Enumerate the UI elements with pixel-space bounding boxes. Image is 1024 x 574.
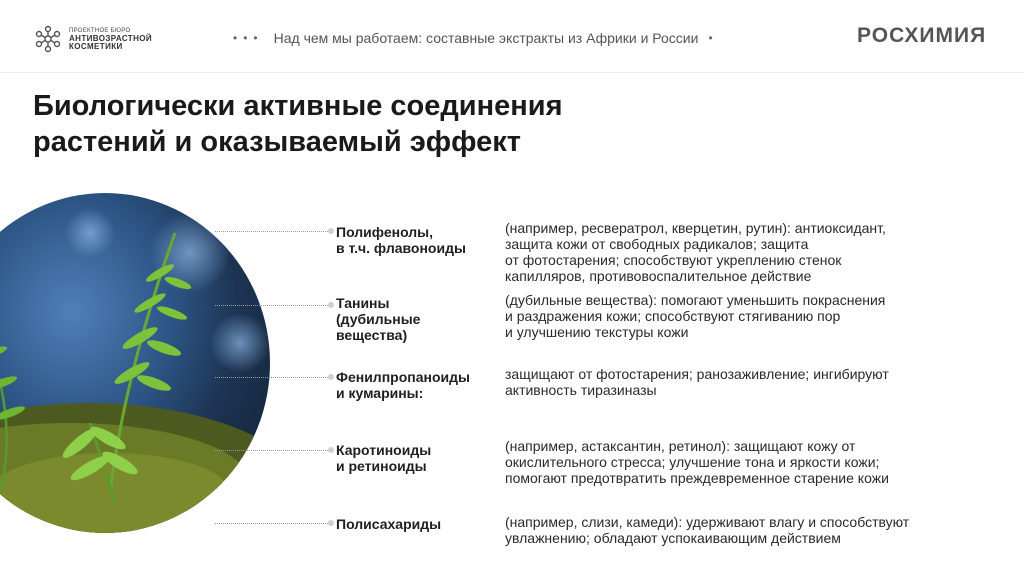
bureau-logo <box>33 24 152 54</box>
title-line1: Биологически активные соединения <box>33 90 563 122</box>
desc-line: (например, слизи, камеди): удерживают влагу и способствуют <box>505 514 910 530</box>
slide-header <box>0 0 1024 72</box>
compound-label <box>336 369 501 401</box>
desc-line: (например, ресвератрол, кверцетин, рутин): антиоксидант, <box>505 220 886 236</box>
brand-logo: РОСХИМИЯ <box>857 24 987 47</box>
label-line: Каротиноиды <box>336 442 432 458</box>
compound-description <box>505 366 995 398</box>
compound-description <box>505 438 995 486</box>
desc-line: (например, астаксантин, ретинол): защищают кожу от <box>505 438 856 454</box>
title-line2: растений и оказываемый эффект <box>33 126 521 158</box>
nav-dot-icon: • <box>708 31 719 45</box>
label-line: Полисахариды <box>336 516 442 532</box>
desc-line: окислительного стресса; улучшение тона и яркости кожи; <box>505 454 880 470</box>
row-leader-line <box>215 305 330 306</box>
label-line: Полифенолы, <box>336 224 434 240</box>
label-line: Фенилпропаноиды <box>336 369 470 385</box>
logo-line2: АНТИВОЗРАСТНОЙ <box>69 34 153 43</box>
logo-line1: ПРОЕКТНОЕ БЮРО <box>69 28 131 34</box>
label-line: (дубильные <box>336 311 421 327</box>
fern-illustration-icon <box>0 193 270 533</box>
desc-line: увлажнению; обладают успокаивающим действием <box>505 530 841 546</box>
desc-line: активность тиразиназы <box>505 382 657 398</box>
desc-line: (дубильные вещества): помогают уменьшить покраснения <box>505 292 886 308</box>
compound-description <box>505 220 995 284</box>
compound-label <box>336 442 501 474</box>
row-leader-line <box>215 377 330 378</box>
compound-description <box>505 292 995 340</box>
nav-dots-icon: ••• <box>233 31 264 45</box>
label-line: в т.ч. флавоноиды <box>336 240 466 256</box>
desc-line: от фотостарения; способствуют укреплению стенок <box>505 252 842 268</box>
desc-line: и раздражения кожи; способствуют стягиванию пор <box>505 308 841 324</box>
molecule-logo-icon <box>33 24 63 54</box>
desc-line: защищают от фотостарения; ранозаживление; ингибируют <box>505 366 889 382</box>
row-leader-line <box>215 231 330 232</box>
label-line: и ретиноиды <box>336 458 427 474</box>
nav-text: Над чем мы работаем: составные экстракты из Африки и России <box>273 30 699 46</box>
desc-line: помогают предотвратить преждевременное старение кожи <box>505 470 889 486</box>
row-leader-line <box>215 523 330 524</box>
fern-moss-photo <box>0 193 270 533</box>
desc-line: защита кожи от свободных радикалов; защита <box>505 236 809 252</box>
row-leader-line <box>215 450 330 451</box>
logo-line3: КОСМЕТИКИ <box>69 42 123 51</box>
compound-label <box>336 295 501 343</box>
slide-title <box>33 88 563 160</box>
compound-label <box>336 516 501 532</box>
label-line: и кумарины: <box>336 385 424 401</box>
label-line: вещества) <box>336 327 408 343</box>
compound-label <box>336 224 501 256</box>
desc-line: и улучшению текстуры кожи <box>505 324 689 340</box>
compound-description <box>505 514 995 546</box>
desc-line: капилляров, противовоспалительное действие <box>505 268 812 284</box>
label-line: Танины <box>336 295 390 311</box>
section-nav <box>233 30 719 46</box>
header-divider <box>0 72 1024 73</box>
